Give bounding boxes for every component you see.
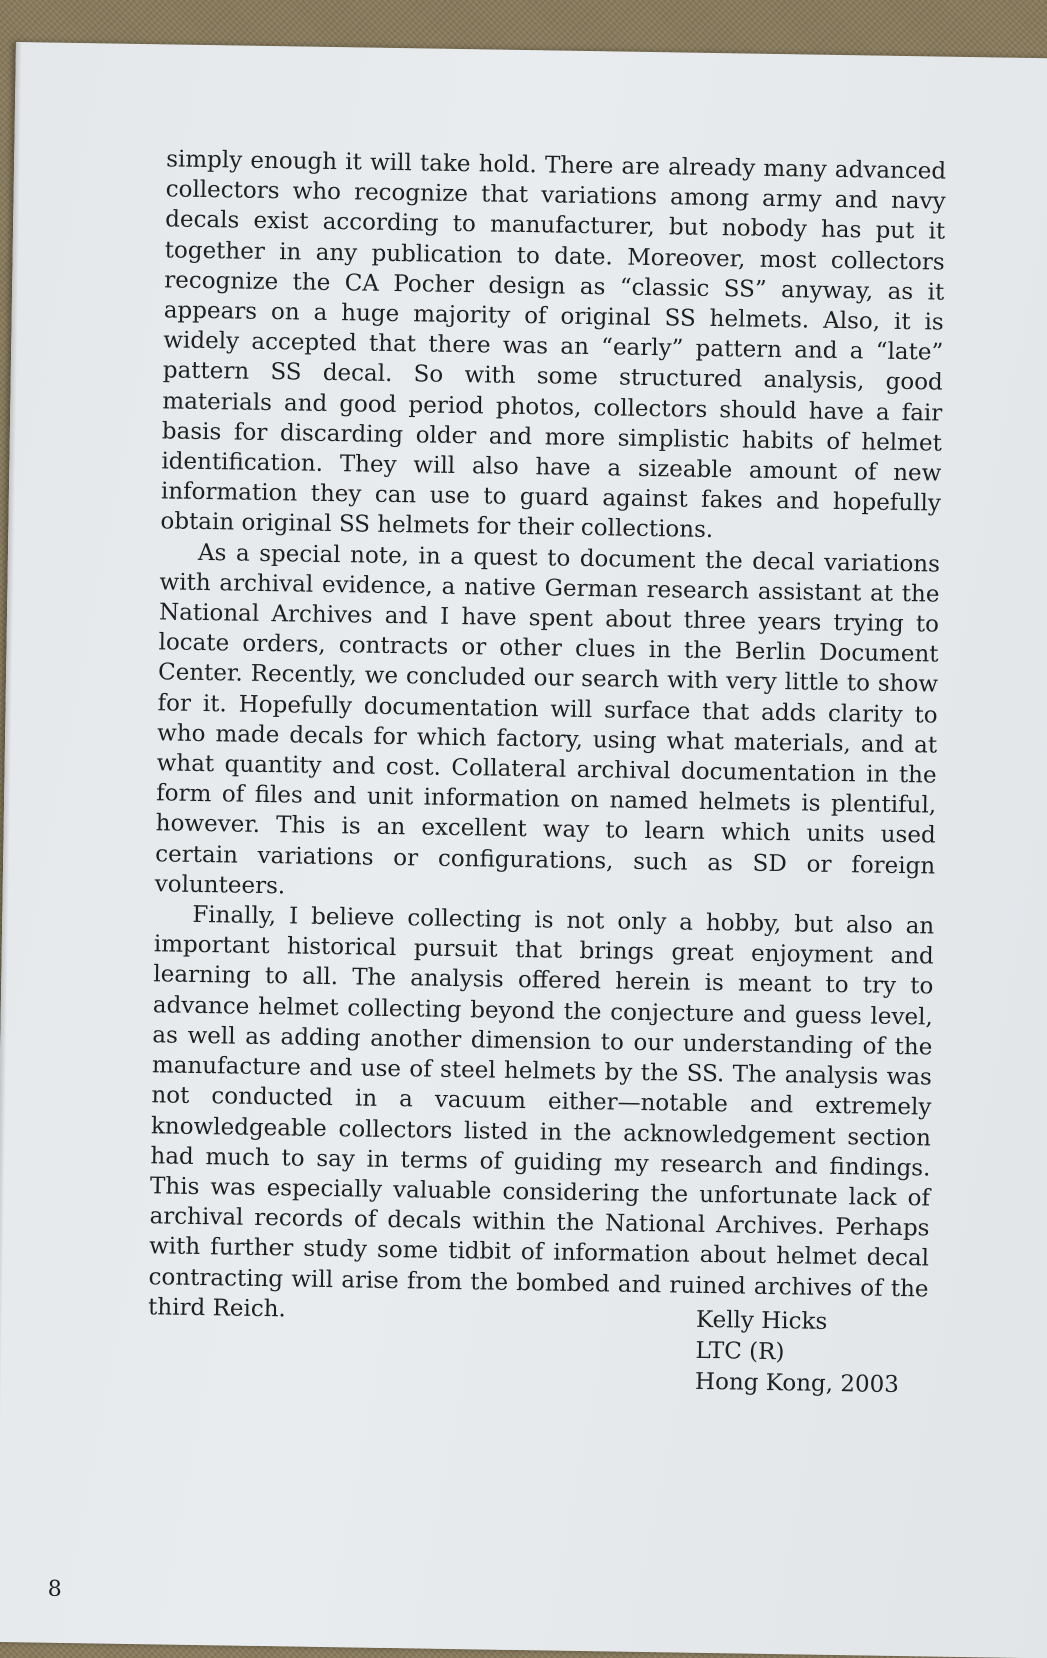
book-page xyxy=(0,42,1047,1658)
page-edge xyxy=(0,42,22,1642)
paragraph-1: simply enough it will take hold. There are already many advanced collectors who recognize that variations among army and navy decals exist according to manufacturer, but nobody has put it together in any publication to date. Moreover, most collectors recognize the CA Pocher design as “classic SS” anyway, as it appears on a huge majority of original SS helmets. Also, it is widely accepted that there was an “early” pattern and a “late” pattern SS decal. So with some structured analysis, good materials and good period photos, collectors should have a fair basis for discarding older and more simplistic habits of helmet identification. They will also have a sizeable amount of new information they can use to guard against fakes and hopefully obtain original SS helmets for their collections. xyxy=(160,146,947,544)
signature-rank: LTC (R) xyxy=(695,1337,785,1366)
page-number: 8 xyxy=(47,1576,62,1602)
signature-name: Kelly Hicks xyxy=(695,1306,828,1335)
paragraph-3: Finally, I believe collecting is not only a hobby, but also an important historical pursuit that brings great enjoyment and learning to all. The analysis offered herein is meant to try to advance helmet collecting beyond the conjecture and guess level, as well as adding another dimension to our understanding of the manufacture and use of steel helmets by the SS. The analysis was not conducted in a vacuum either—notable and extremely knowledgeable collectors listed in the acknowledgement section had much to say in terms of guiding my research and findings. This was especially valuable considering the unfortunate lack of archival records of decals within the National Archives. Perhaps with further study some tidbit of information about helmet decal contracting will arise from the bombed and ruined archives of the third Reich. xyxy=(147,901,935,1323)
signature-place-date: Hong Kong, 2003 xyxy=(694,1368,900,1399)
paragraph-2: As a special note, in a quest to document the decal variations with archival evidence, a native German research assistant at the National Archives and I have spent about three years trying to locate orders, contracts or other clues in the Berlin Document Center. Recently, we concluded our search with very little to show for it. Hopefully documentation will surface that adds clarity to who made decals for which factory, using what materials, and at what quantity and cost. Collateral archival documentation in the form of files and unit information on named helmets is plentiful, however. This is an excellent way to learn which units used certain variations or configurations, such as SD or foreign volunteers. xyxy=(154,539,941,900)
body-text xyxy=(148,144,946,1334)
signature-block xyxy=(695,1305,900,1401)
